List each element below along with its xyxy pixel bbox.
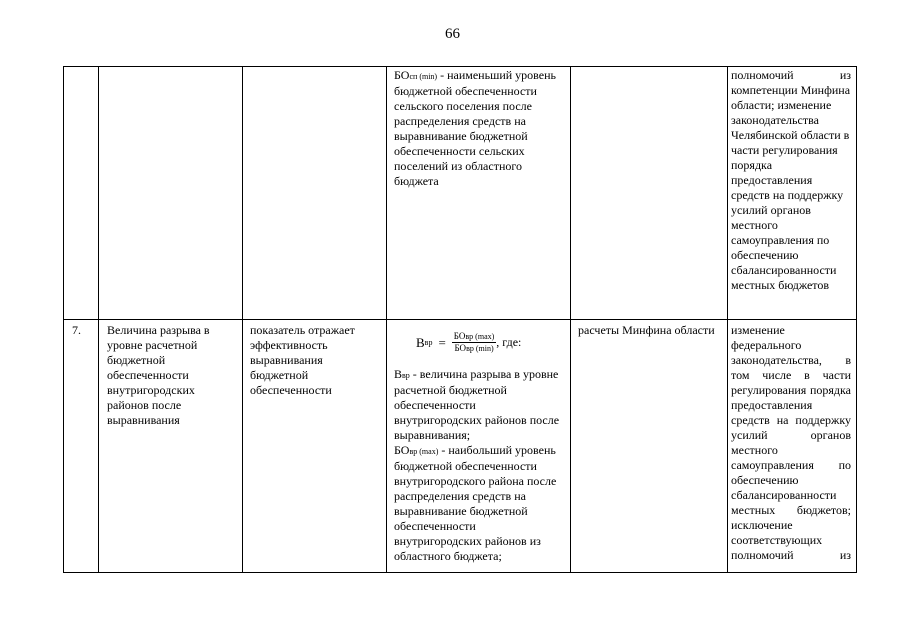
indicator-name: Величина разрыва в уровне расчетной бюджетной обеспеченности внутригородских районов после выравнивания	[107, 323, 210, 427]
definition-max-district: БОвр (max) - наибольший уровень бюджетной обеспеченности внутригородского района после распределения средств на выравнивание бюджетной обеспеченности внутригородских районов из областного бюджета;	[394, 443, 557, 563]
definition-min-rural: БОсп (min) - наименьший уровень бюджетной обеспеченности сельского поселения после распределения средств на выравнивание бюджетной обеспеченности сельских поселений из областного бюджета	[394, 68, 556, 188]
data-table	[63, 66, 857, 573]
text-line: полномочий из	[731, 68, 851, 82]
changes-text: изменение федерального законодательства, в том числе в части регулирования порядка предоставления средств на поддержку усилий органов местного самоуправления по обеспечению сбалансированности местных бюджетов; исключение соответствующих	[731, 323, 851, 547]
changes-cell	[731, 323, 851, 563]
formula-fraction: $\frac{\text{БОвр (max)}}{\text{БОвр (min)}}$	[453, 330, 495, 353]
text-line: полномочий из	[731, 548, 851, 562]
changes-text: компетенции Минфина области; изменение законодательства Челябинской области в части регулирования порядка предоставления средств на поддержку усилий органов местного самоуправления по обеспечению сбалансированности местных бюджетов	[731, 83, 851, 292]
definition-gap: Ввр - величина разрыва в уровне расчетной бюджетной обеспеченности внутригородских районов после выравнивания;	[394, 367, 560, 442]
changes-cell-continued	[731, 68, 851, 293]
data-source: расчеты Минфина области	[578, 323, 715, 337]
indicator-description: показатель отражает эффективность выравнивания бюджетной обеспеченности	[250, 323, 355, 397]
row-divider	[64, 319, 856, 320]
calculation-method	[394, 323, 566, 564]
row-number: 7.	[72, 323, 81, 337]
page-number: 66	[445, 26, 460, 42]
gap-formula: В вр = $\frac{\text{БОвр (max)}}{\text{БОвр (min)}}$ , где:	[416, 330, 522, 353]
